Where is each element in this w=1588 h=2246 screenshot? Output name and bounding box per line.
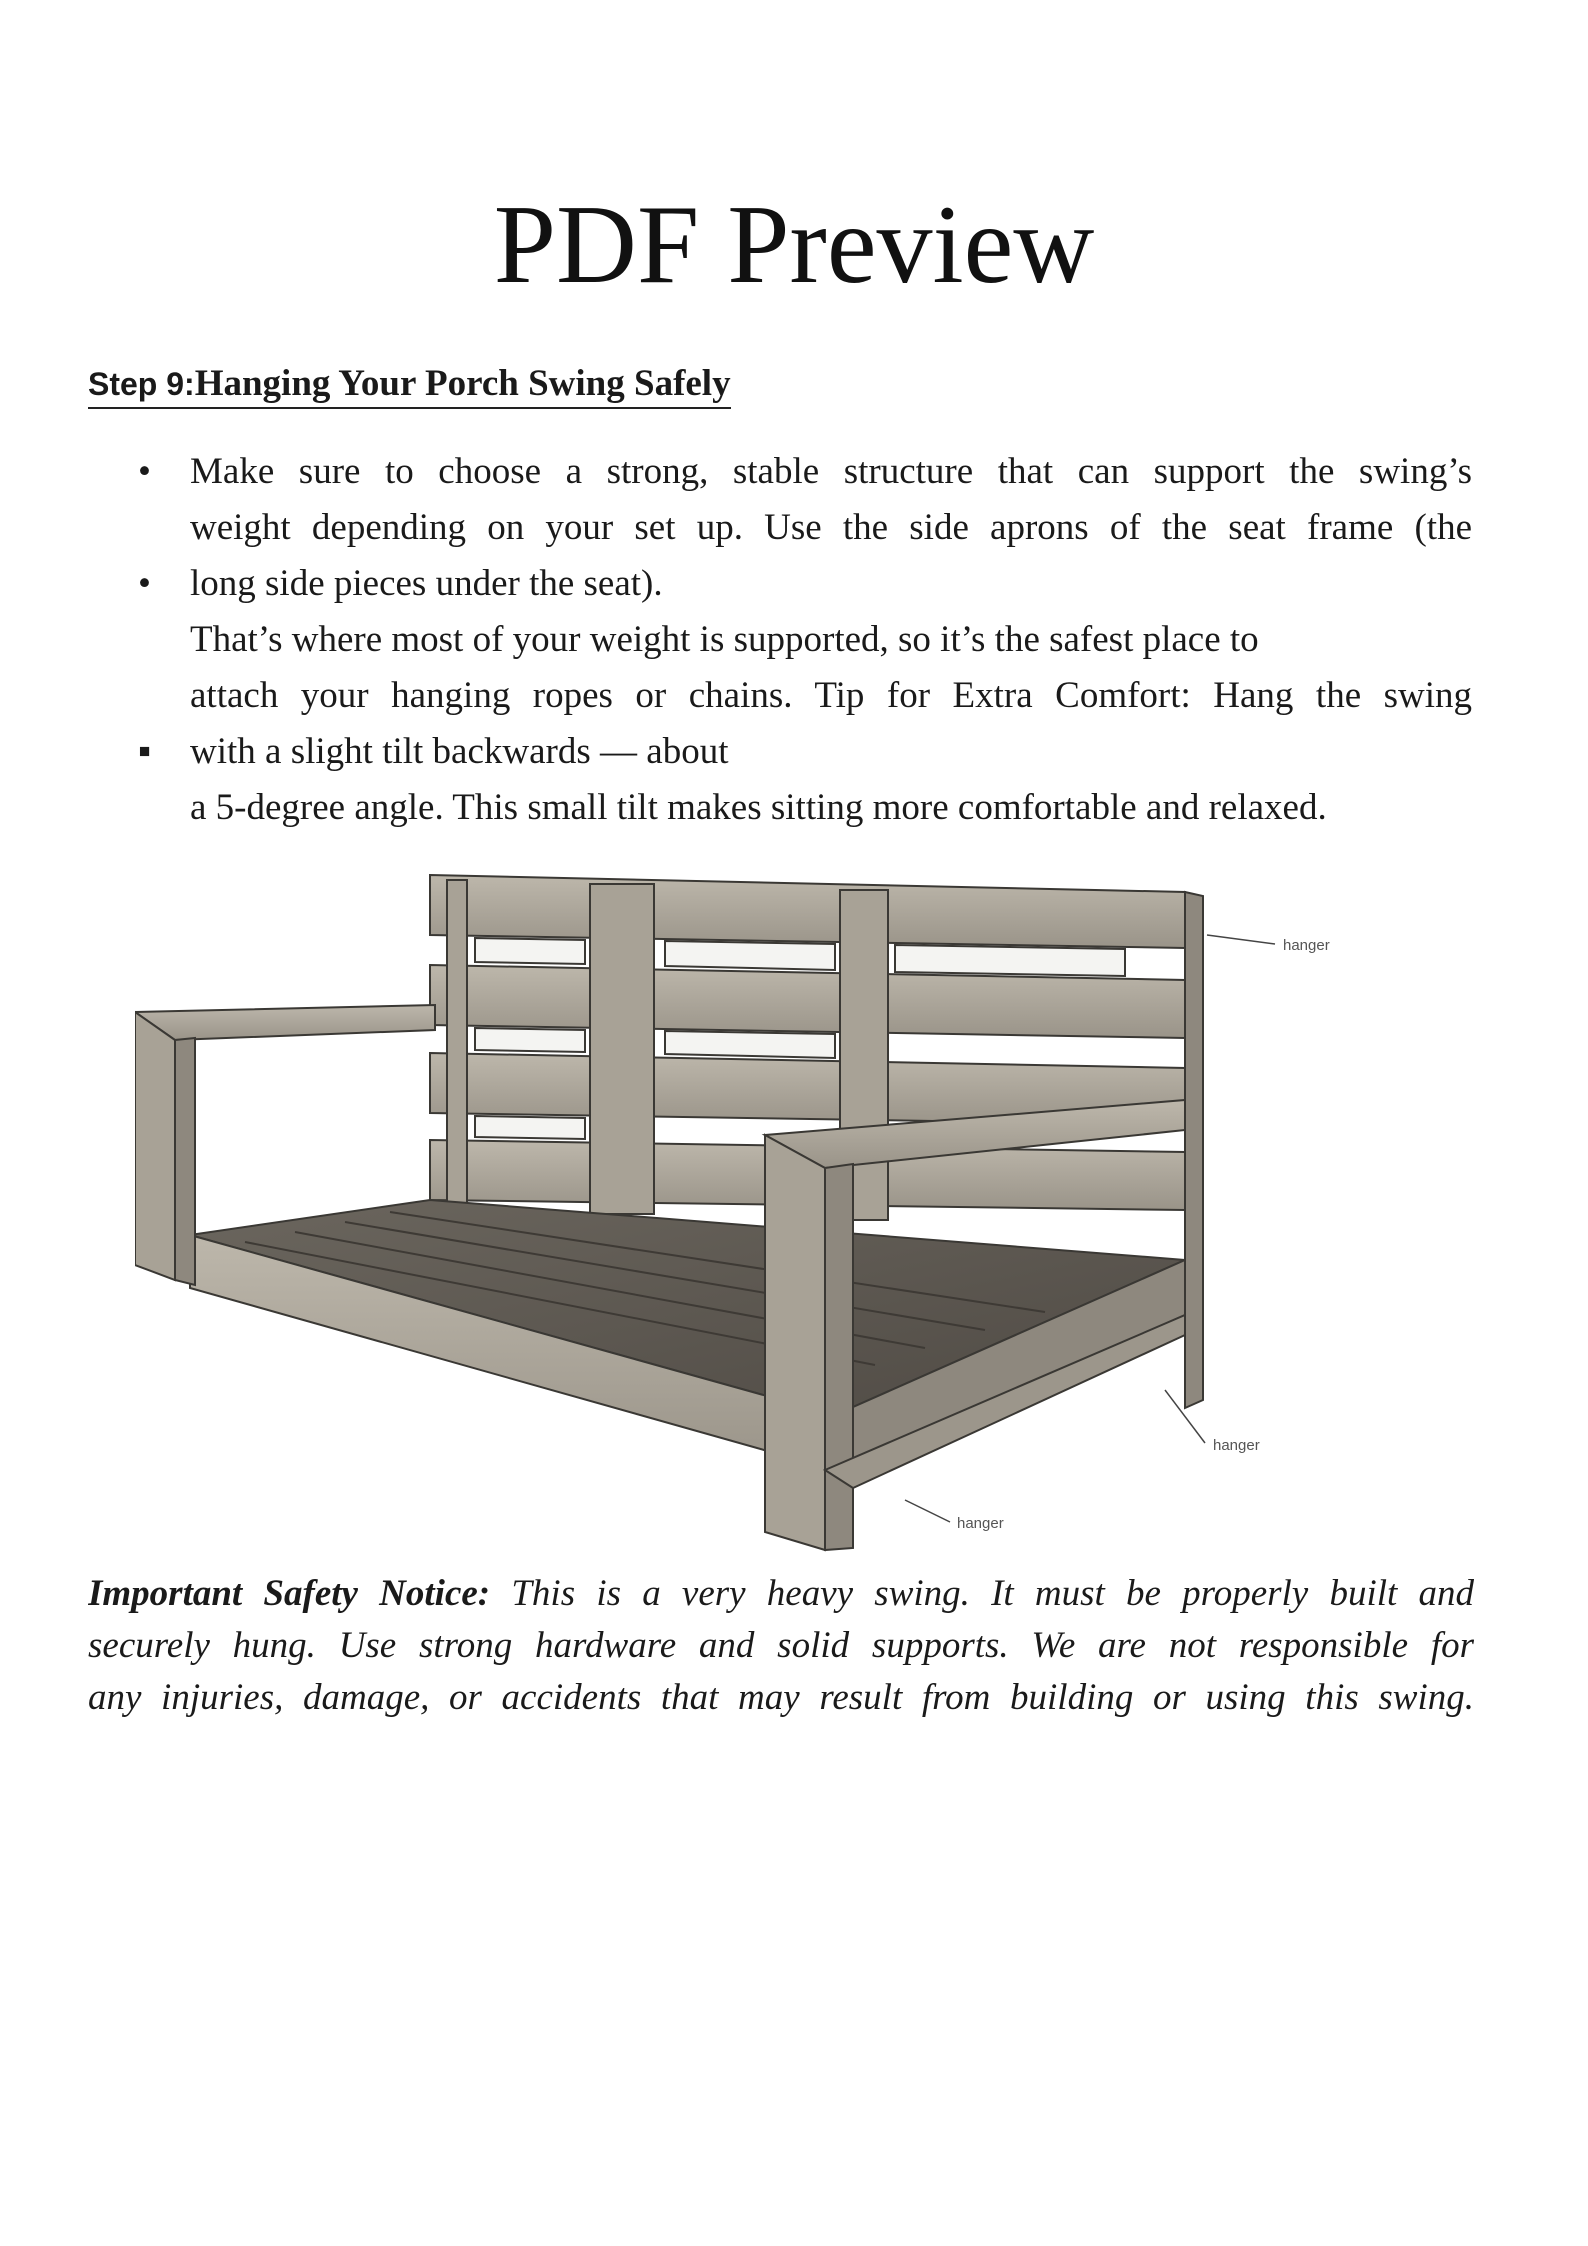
safety-notice bbox=[88, 1568, 1474, 1724]
callout-right bbox=[1165, 1390, 1260, 1454]
step-heading bbox=[88, 362, 731, 409]
step-number: Step 9: bbox=[88, 366, 195, 402]
list-item-text: weight depending on your set up. Use the side aprons of the seat frame (the bbox=[190, 507, 1472, 548]
bullet-marker: ▪ bbox=[138, 731, 152, 772]
list-item-text: with a slight tilt backwards — about bbox=[190, 731, 729, 772]
notice-line: securely hung. Use strong hardware and solid supports. We are not responsible for bbox=[88, 1625, 1474, 1666]
bullet-marker: • bbox=[138, 451, 151, 492]
callout-label: hanger bbox=[1213, 1437, 1260, 1454]
list-item bbox=[132, 668, 1472, 724]
porch-swing-illustration bbox=[135, 860, 1365, 1560]
instruction-list bbox=[132, 444, 1472, 836]
callout-top bbox=[1207, 935, 1330, 954]
page-title: PDF Preview bbox=[493, 183, 1095, 307]
notice-lead: Important Safety Notice: bbox=[88, 1573, 491, 1614]
callout-bottom bbox=[905, 1500, 1004, 1532]
list-item-text: That’s where most of your weight is supported, so it’s the safest place to bbox=[190, 619, 1259, 660]
notice-text: This is a very heavy swing. It must be properly built and bbox=[511, 1573, 1474, 1614]
list-item-text: Make sure to choose a strong, stable structure that can support the swing’s bbox=[190, 451, 1472, 492]
list-item-text: a 5-degree angle. This small tilt makes sitting more comfortable and relaxed. bbox=[190, 787, 1327, 828]
callout-label: hanger bbox=[1283, 937, 1330, 954]
bullet-marker: • bbox=[138, 563, 151, 604]
list-item bbox=[132, 556, 1472, 612]
list-item bbox=[132, 780, 1472, 836]
list-item bbox=[132, 612, 1472, 668]
list-item bbox=[132, 500, 1472, 556]
notice-line bbox=[88, 1568, 1474, 1620]
notice-line: any injuries, damage, or accidents that may result from building or using this swing. bbox=[88, 1677, 1474, 1718]
seat bbox=[190, 1200, 1185, 1470]
list-item bbox=[132, 724, 1472, 780]
list-item-text: long side pieces under the seat). bbox=[190, 563, 663, 604]
list-item-text: attach your hanging ropes or chains. Tip for Extra Comfort: Hang the swing bbox=[190, 675, 1472, 716]
step-title: Hanging Your Porch Swing Safely bbox=[194, 363, 731, 404]
callout-label: hanger bbox=[957, 1515, 1004, 1532]
list-item bbox=[132, 444, 1472, 500]
